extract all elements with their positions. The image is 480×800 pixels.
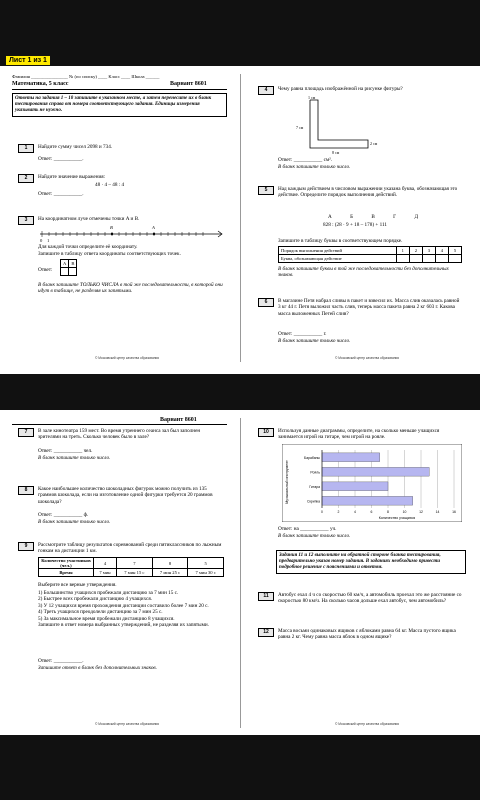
dim-bottom: 8 см	[332, 150, 340, 155]
task-number-10: 10	[258, 428, 274, 437]
x-tick-label: 14	[435, 510, 440, 514]
x-tick-label: 12	[419, 510, 423, 514]
task-3-sub1: Для каждой точки определите её координату.	[38, 244, 138, 250]
bar-0	[322, 453, 380, 462]
task-4-text: Чему равна площадь изображённой на рисунке фигуры?	[278, 86, 403, 92]
dim-top: 1 см	[308, 95, 316, 100]
task-number-4: 4	[258, 86, 274, 95]
task-1-answer: Ответ: ___________.	[38, 156, 84, 162]
task-10-text: Используя данные диаграммы, определите, на сколько меньше учащихся занимается игрой на гитаре, чем игрой на рояле.	[278, 428, 440, 441]
l-shape-figure	[300, 96, 380, 156]
task-7-text: В зале кинотеатра 159 мест. Во время утреннего сеанса зал был заполнен зрителями на треть. Сколько человек было в зале?	[38, 428, 201, 441]
sheet-tab[interactable]: Лист 1 из 1	[6, 56, 50, 65]
letter-b: Б	[350, 214, 354, 220]
x-tick-label: 0	[321, 510, 323, 514]
task-3-answer: Ответ:	[38, 267, 53, 273]
x-tick-label: 2	[337, 510, 340, 514]
task-5-answer-table	[278, 246, 462, 263]
task-number-8: 8	[18, 486, 34, 495]
option-2: 2) Быстрее всех пробежали дистанцию 4 учащихся.	[38, 596, 152, 603]
x-axis-label: Количество учащихся	[378, 516, 416, 520]
task-7-answer: Ответ: ___________ чел.	[38, 448, 93, 454]
category-label: Барабаны	[304, 455, 320, 460]
option-5: 5) За максимальное время пробежали дистанцию 8 учащихся.	[38, 615, 175, 622]
task-3-text: На координатном луче отмечены точки A и B.	[38, 216, 140, 222]
task-7-note: В бланк запишите только число.	[38, 455, 111, 461]
worksheet-page-1	[0, 57, 480, 374]
y-axis-label: Музыкальный инструмент	[285, 460, 289, 504]
task-10-note: В бланк запишите только число.	[278, 533, 351, 539]
category-label: Скрипка	[307, 499, 320, 504]
cell	[409, 255, 422, 263]
ray-label-0: 0	[40, 238, 43, 243]
task-number-3: 3	[18, 216, 34, 225]
cell-B	[69, 268, 77, 276]
task-number-11: 11	[258, 592, 274, 601]
task-number-2: 2	[18, 174, 34, 183]
dim-right: 2 см	[370, 141, 378, 146]
instruction-box: Ответы на задания 1 – 10 запишите в указанном месте, а затем перенесите их в бланк тестирования справа от номера соответствующего задания. Единицы измерения указывать не нужно.	[12, 93, 227, 117]
task-6-answer: Ответ: ___________ г.	[278, 331, 327, 337]
task-2-answer: Ответ: ___________.	[38, 191, 84, 197]
instrument-bar-chart	[282, 444, 462, 522]
bar-2	[322, 482, 388, 491]
col-3: 3	[422, 247, 435, 255]
ray-label-A: A	[152, 225, 155, 230]
tasks-11-12-instruction: Задания 11 и 12 выполните на обратной стороне бланка тестирования, предварительно указав номер задания. В заданиях необходимо привести подробное решение с пояснениями и ответом.	[276, 550, 466, 574]
col-1: 1	[396, 247, 409, 255]
col-A: A	[61, 260, 69, 268]
letter-d: Д	[414, 214, 418, 220]
letter-g: Г	[393, 214, 397, 220]
head-participants: Количество участников (чел.)	[39, 558, 94, 569]
task-number-7: 7	[18, 428, 34, 437]
count-3: 8	[152, 558, 188, 569]
cell-A	[61, 268, 69, 276]
x-tick-label: 8	[387, 510, 389, 514]
row-order: Порядок выполнения действий	[279, 247, 397, 255]
footer-page-1-left: © Московский центр качества образования	[95, 356, 160, 360]
cell	[448, 255, 461, 263]
col-B: B	[69, 260, 77, 268]
variant-label-2: Вариант 8601	[160, 417, 197, 423]
bar-1	[322, 467, 429, 476]
category-label: Рояль	[310, 470, 320, 475]
task-3-sub2: Запишите в таблицу ответа координаты соответствующих точек.	[38, 251, 181, 257]
task-number-12: 12	[258, 628, 274, 637]
col-4: 4	[435, 247, 448, 255]
task-10-answer: Ответ: на ___________ уч.	[278, 526, 337, 532]
time-2: 7 мин 15 с	[117, 569, 153, 577]
letter-a: А	[328, 214, 332, 220]
student-info-line: Фамилия ________________ № (по списку) ____ Класс ____ Школа ______	[12, 74, 160, 79]
coordinate-ray	[36, 224, 226, 244]
task-8-note: В бланк запишите только число.	[38, 519, 111, 525]
task-3-answer-table	[60, 259, 77, 276]
option-1: 1) Большинство учащихся пробежали дистанцию за 7 мин 15 с.	[38, 590, 179, 596]
x-tick-label: 6	[370, 510, 373, 514]
task-8-answer: Ответ: ___________ ф.	[38, 512, 89, 518]
header-rule	[12, 89, 227, 90]
x-tick-label: 16	[452, 510, 456, 514]
task-2-text: Найдите значение выражения:	[38, 174, 106, 180]
cell	[435, 255, 448, 263]
x-tick-label: 4	[354, 510, 356, 514]
task-9-results-table	[38, 557, 224, 577]
time-4: 7 мин 30 с	[188, 569, 224, 577]
column-divider-2	[240, 418, 241, 728]
task-9-choose: Выберите все верные утверждения.	[38, 582, 117, 588]
task-6-text: В магазине Петя набрал сливы в пакет и взвесил их. Масса слив оказалась равной 3 кг 44 г. Петя выложил часть слив, теперь масса пакета равна 2 кг 603 г. Какова масса выложенных Петей слив?	[278, 298, 460, 317]
footer-page-2-right: © Московский центр качества образования	[335, 722, 400, 726]
task-9-instruction: Запишите в ответ номера выбранных утверждений, не разделяя их запятыми.	[38, 622, 209, 629]
task-12-text: Масса восьми одинаковых ящиков с яблоками равна 64 кг. Масса пустого ящика равна 2 кг. Чему равна масса яблок в одном ящике?	[278, 628, 456, 641]
option-4: 4) Треть учащихся преодолели дистанцию за 7 мин 25 с.	[38, 609, 163, 616]
cell	[422, 255, 435, 263]
category-label: Гитара	[309, 484, 320, 489]
task-4-answer: Ответ: ___________ см².	[278, 157, 333, 163]
task-number-9: 9	[18, 542, 34, 551]
task-9-note: Запишите ответ в бланк без дополнительных знаков.	[38, 665, 157, 671]
bar-3	[322, 496, 413, 505]
column-divider	[240, 74, 241, 362]
time-1: 7 мин	[94, 569, 117, 577]
count-4: 5	[188, 558, 224, 569]
col-2: 2	[409, 247, 422, 255]
row-letter: Буква, обозначающая действие	[279, 255, 397, 263]
task-5-table-intro: Запишите в таблицу буквы в соответствующем порядке.	[278, 238, 403, 244]
col-5: 5	[448, 247, 461, 255]
worksheet-page-2	[0, 410, 480, 735]
task-9-text: Рассмотрите таблицу результатов соревнований среди пятиклассников по лыжным гонкам на дистанции 1 км.	[38, 542, 222, 555]
letter-v: В	[371, 214, 375, 220]
dim-left: 7 см	[296, 125, 304, 130]
task-5-expression: 828 : (28 · 9 + 18 – 178) + 111	[323, 222, 387, 228]
task-11-text: Автобус ехал 4 ч со скоростью 60 км/ч, а автомобиль проехал это же расстояние со скоростью 80 км/ч. На сколько часов дольше ехал автобус, чем автомобиль?	[278, 592, 462, 605]
footer-page-2-left: © Московский центр качества образования	[95, 722, 160, 726]
task-3-note: В бланк запишите ТОЛЬКО ЧИСЛА в той же последовательности, в которой они идут в таблице, не разделяя их запятыми.	[38, 282, 223, 295]
task-8-text: Какое наибольшее количество шоколадных фигурок можно получить из 135 граммов шоколада, если на изготовление одной фигурки требуется 20 граммов шоколада?	[38, 486, 213, 505]
header-rule-2	[12, 424, 227, 425]
task-9-options	[38, 590, 224, 628]
ray-label-B: B	[110, 225, 113, 230]
cell	[396, 255, 409, 263]
x-tick-label: 10	[402, 510, 407, 514]
task-1-text: Найдите сумму чисел 2098 и 734.	[38, 144, 113, 150]
ray-label-1: 1	[47, 238, 50, 243]
task-6-note: В бланк запишите только число.	[278, 338, 351, 344]
task-2-expression: 48 · 4 – 48 : 4	[95, 182, 125, 188]
task-5-text: Над каждым действием в числовом выражении указана буква, обозначающая это действие. Определите порядок выполнения действий.	[278, 186, 458, 199]
task-number-6: 6	[258, 298, 274, 307]
time-3: 7 мин 25 с	[152, 569, 188, 577]
variant-label: Вариант 8601	[170, 81, 207, 87]
task-number-1: 1	[18, 144, 34, 153]
task-9-answer: Ответ: ___________.	[38, 658, 84, 664]
count-1: 4	[94, 558, 117, 569]
footer-page-1-right: © Московский центр качества образования	[335, 356, 400, 360]
count-2: 7	[117, 558, 153, 569]
task-5-note: В бланк запишите буквы в той же последовательности без дополнительных знаков.	[278, 266, 449, 279]
option-3: 3) У 12 учащихся время прохождения дистанции составило более 7 мин 20 с.	[38, 602, 209, 609]
task-4-note: В бланк запишите только число.	[278, 164, 351, 170]
head-time: Время	[39, 569, 94, 577]
subject-title: Математика, 5 класс	[12, 81, 69, 87]
task-number-5: 5	[258, 186, 274, 195]
task-5-letters	[328, 214, 418, 220]
